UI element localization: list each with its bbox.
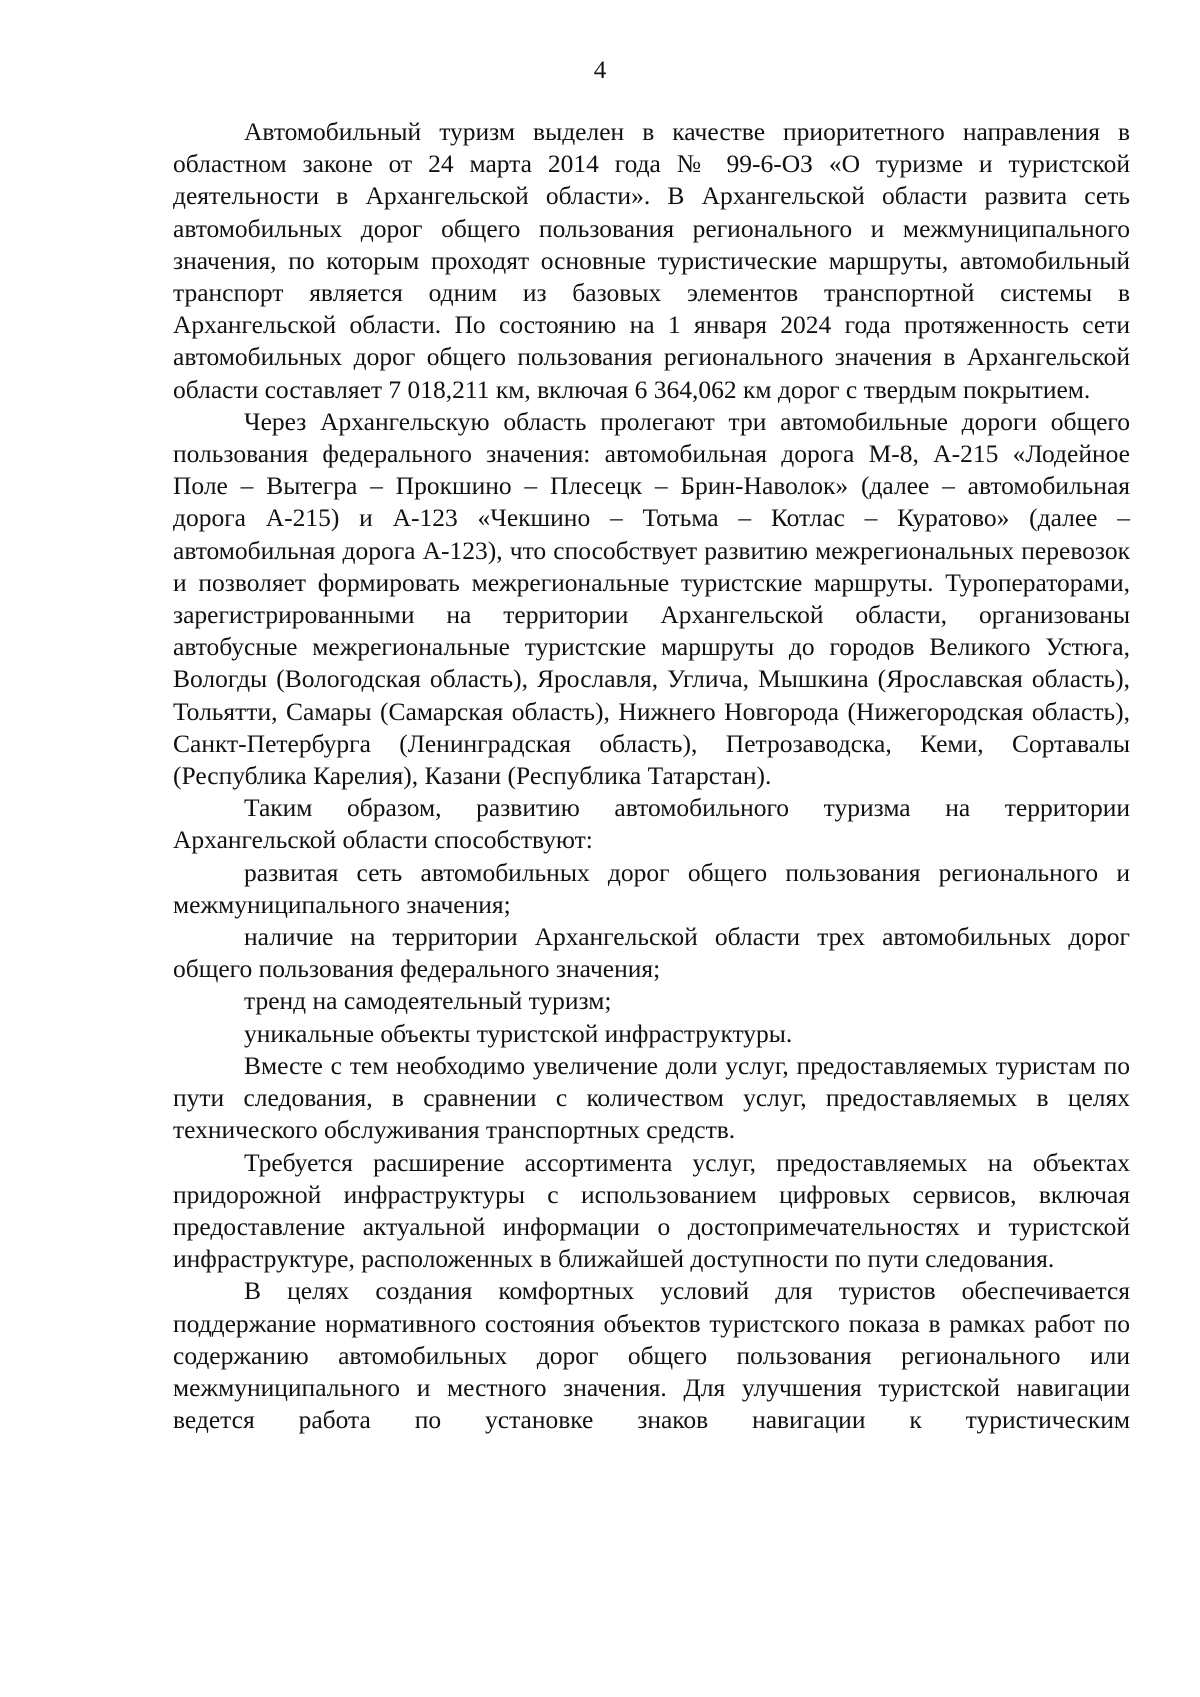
paragraph-comfortable-conditions: В целях создания комфортных условий для туристов обеспечивается поддержание нормативного состояния объектов туристского показа в рамках работ по содержанию автомобильных дорог общего пользования регионального или межмуниципального и местного значения. Для улучшения туристской навигации ведется работа по установке знаков навигации к туристическим xyxy=(173,1276,1130,1435)
list-item-road-network: развитая сеть автомобильных дорог общего пользования регионального и межмуниципального значения; xyxy=(173,857,1130,919)
paragraph-services-share: Вместе с тем необходимо увеличение доли услуг, предоставляемых туристам по пути следования, в сравнении с количеством услуг, предоставляемых в целях технического обслуживания транспортных средств. xyxy=(173,1050,1130,1145)
page-number: 4 xyxy=(593,57,607,84)
paragraph-federal-roads: Через Архангельскую область пролегают три автомобильные дороги общего пользования федерального значения: автомобильная дорога М-8, А-215 «Лодейное Поле – Вытегра – Прокшино – Плесецк – Брин-Наволок» (далее – автомобильная дорога А-215) и А-123 «Чекшино – Тотьма – Котлас – Куратово» (далее – автомобильная дорога А-123), что способствует развитию межрегиональных перевозок и позволяет формировать межрегиональные туристские маршруты. Туроператорами, зарегистрированными на территории Архангельской области, организованы автобусные межрегиональные туристские маршруты до городов Великого Устюга, Вологды (Вологодская область), Ярославля, Углича, Мышкина (Ярославская область), Тольятти, Самары (Самарская область), Нижнего Новгорода (Нижегородская область), Санкт-Петербурга (Ленинградская область), Петрозаводска, Кеми, Сортавалы (Республика Карелия), Казани (Республика Татарстан). xyxy=(173,406,1130,791)
list-item-unique-infrastructure: уникальные объекты туристской инфраструктуры. xyxy=(244,1018,793,1048)
paragraph-automobile-tourism-priority: Автомобильный туризм выделен в качестве приоритетного направления в областном законе от 24 марта 2014 года № 99-6-ОЗ «О туризме и туристской деятельности в Архангельской области». В Архангельской области развита сеть автомобильных дорог общего пользования регионального и межмуниципального значения, по которым проходят основные туристические маршруты, автомобильный транспорт является одним из базовых элементов транспортной системы в Архангельской области. По состоянию на 1 января 2024 года протяженность сети автомобильных дорог общего пользования регионального значения в Архангельской области составляет 7 018,211 км, включая 6 364,062 км дорог с твердым покрытием. xyxy=(173,117,1130,404)
document-body xyxy=(173,116,1130,1436)
list-item-independent-tourism-trend: тренд на самодеятельный туризм; xyxy=(244,986,612,1016)
list-item-federal-roads: наличие на территории Архангельской области трех автомобильных дорог общего пользования федерального значения; xyxy=(173,922,1130,984)
paragraph-digital-services: Требуется расширение ассортимента услуг, предоставляемых на объектах придорожной инфраструктуры с использованием цифровых сервисов, включая предоставление актуальной информации о достопримечательностях и туристской инфраструктуре, расположенных в ближайшей доступности по пути следования. xyxy=(173,1147,1130,1274)
paragraph-contributing-factors-intro: Таким образом, развитию автомобильного туризма на территории Архангельской области способствуют: xyxy=(173,793,1130,855)
